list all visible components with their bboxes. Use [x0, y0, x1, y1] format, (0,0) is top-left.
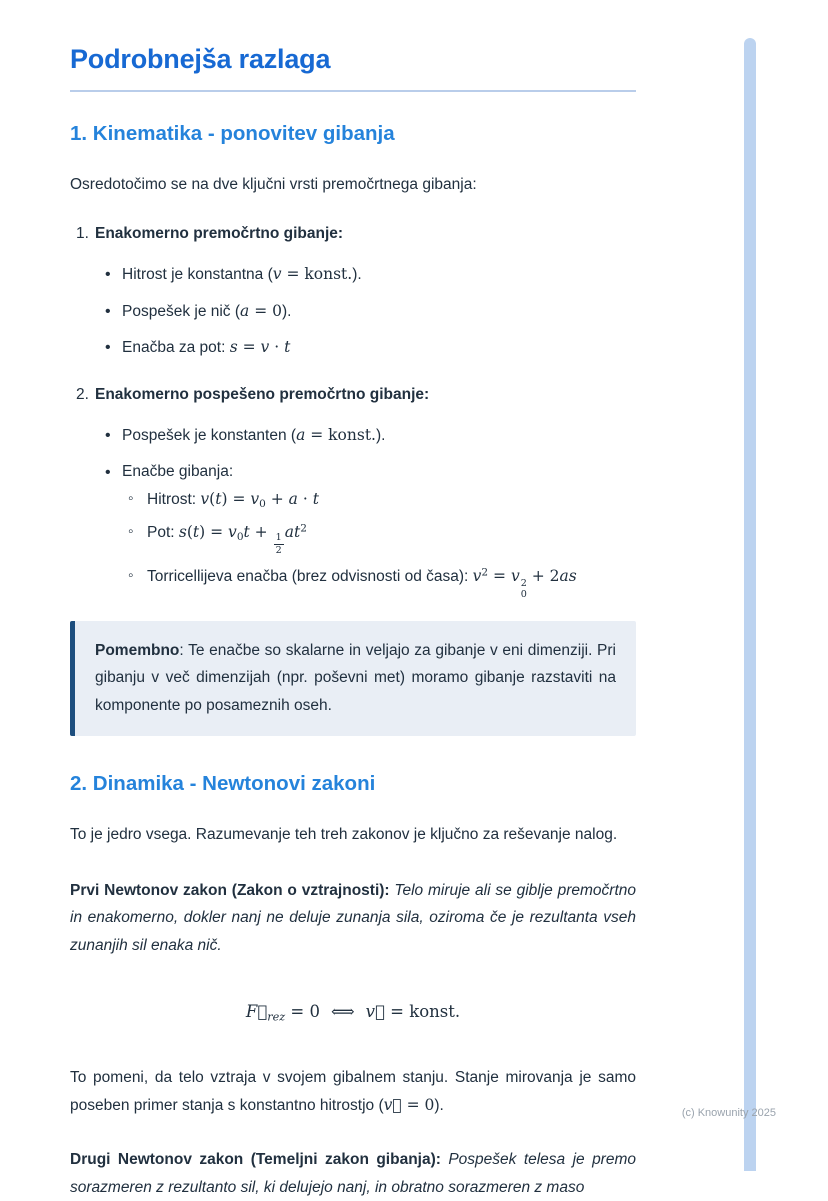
newton-1-equation: $F⃗_{rez} = 0$ ⟺ v⃗ = konst.	[245, 1002, 461, 1024]
sub-bullet-text: ◦ Torricellijeva enačba (brez odvisnosti od časa): $v^2 = v$ 2 0 + 2as	[147, 566, 577, 601]
section-kinematika	[70, 122, 636, 736]
section-1-heading: 1. Kinematika - ponovitev gibanja	[70, 122, 395, 145]
section-2-intro: To je jedro vsega. Razumevanje teh treh zakonov je ključno za reševanje nalog.	[70, 825, 618, 843]
sub-bullet-text: ◦ Hitrost: $v(t) = v_0 + a \cdot t$	[147, 489, 319, 510]
law-2-label: Drugi Newtonov zakon (Temeljni zakon gibanja):	[70, 1150, 441, 1168]
callout-text	[95, 637, 616, 720]
callout-label: Pomembno	[95, 641, 180, 659]
bullet-list-2	[70, 424, 636, 601]
bullet-item	[105, 336, 636, 359]
sub-bullet-list	[105, 488, 636, 601]
list-item-title: Enakomerno premočrtno gibanje:	[95, 224, 344, 242]
copyright-footer: (c) Knowunity 2025	[681, 1107, 776, 1119]
law-1-label: Prvi Newtonov zakon (Zakon o vztrajnosti):	[70, 881, 390, 899]
bullet-text: • Hitrost je konstantna (v = konst.).	[122, 265, 362, 284]
sub-bullet-item	[128, 565, 636, 601]
bullet-item	[105, 461, 636, 484]
document-content	[70, 0, 636, 1201]
newton-law-1-paragraph	[70, 877, 636, 961]
bullet-text: • Pospešek je nič (a = 0).	[122, 301, 292, 320]
bullet-list-1	[70, 263, 636, 359]
law-2-text: Pospešek telesa je premo sorazmeren z rezultanto sil, ki delujejo nanj, in obratno sorazmeren z maso	[70, 1150, 637, 1196]
page-title: Podrobnejša razlaga	[70, 44, 636, 92]
bullet-item	[105, 263, 636, 286]
list-item-title: Enakomerno pospešeno premočrtno gibanje:	[95, 385, 430, 403]
bullet-text: • Pospešek je konstanten (a = konst.).	[122, 426, 386, 445]
callout-body: : Te enačbe so skalarne in veljajo za gibanje v eni dimenziji. Pri gibanju v več dimenzijah (npr. poševni met) moramo gibanje razstaviti na komponente po posameznih oseh.	[95, 641, 616, 715]
numbered-item-2	[70, 384, 636, 406]
important-callout	[70, 621, 636, 736]
numbered-item-1	[70, 223, 636, 245]
scroll-indicator[interactable]	[744, 38, 756, 1171]
section-2-heading: 2. Dinamika - Newtonovi zakoni	[70, 771, 376, 795]
list-number: 1.	[76, 224, 89, 242]
section-dinamika	[70, 772, 636, 1201]
newton-law-2-paragraph	[70, 1146, 636, 1201]
bullet-item	[105, 424, 636, 447]
sub-bullet-item	[128, 521, 636, 555]
list-number: 2.	[76, 385, 89, 403]
bullet-item	[105, 300, 636, 323]
sub-bullet-text: ◦ Pot: $s(t) = v_0t$ + $\frac{1}{2}$ $at^2$	[147, 522, 307, 556]
law-1-text: Telo miruje ali se giblje premočrtno in enakomerno, dokler nanj ne deluje zunanja sila, oziroma če je rezultanta vseh zunanjih sil enaka nič.	[70, 881, 636, 955]
bullet-text: • Enačbe gibanja:	[122, 462, 234, 480]
sub-bullet-item	[128, 488, 636, 512]
bullet-text: • Enačba za pot: s = v · t	[122, 338, 291, 357]
section-1-intro: Osredotočimo se na dve ključni vrsti premočrtnega gibanja:	[70, 176, 477, 193]
after-equation-paragraph: To pomeni, da telo vztraja v svojem gibalnem stanju. Stanje mirovanja je samo poseben primer stanja s konstantno hitrostjo (v⃗ = 0).	[70, 1068, 636, 1114]
